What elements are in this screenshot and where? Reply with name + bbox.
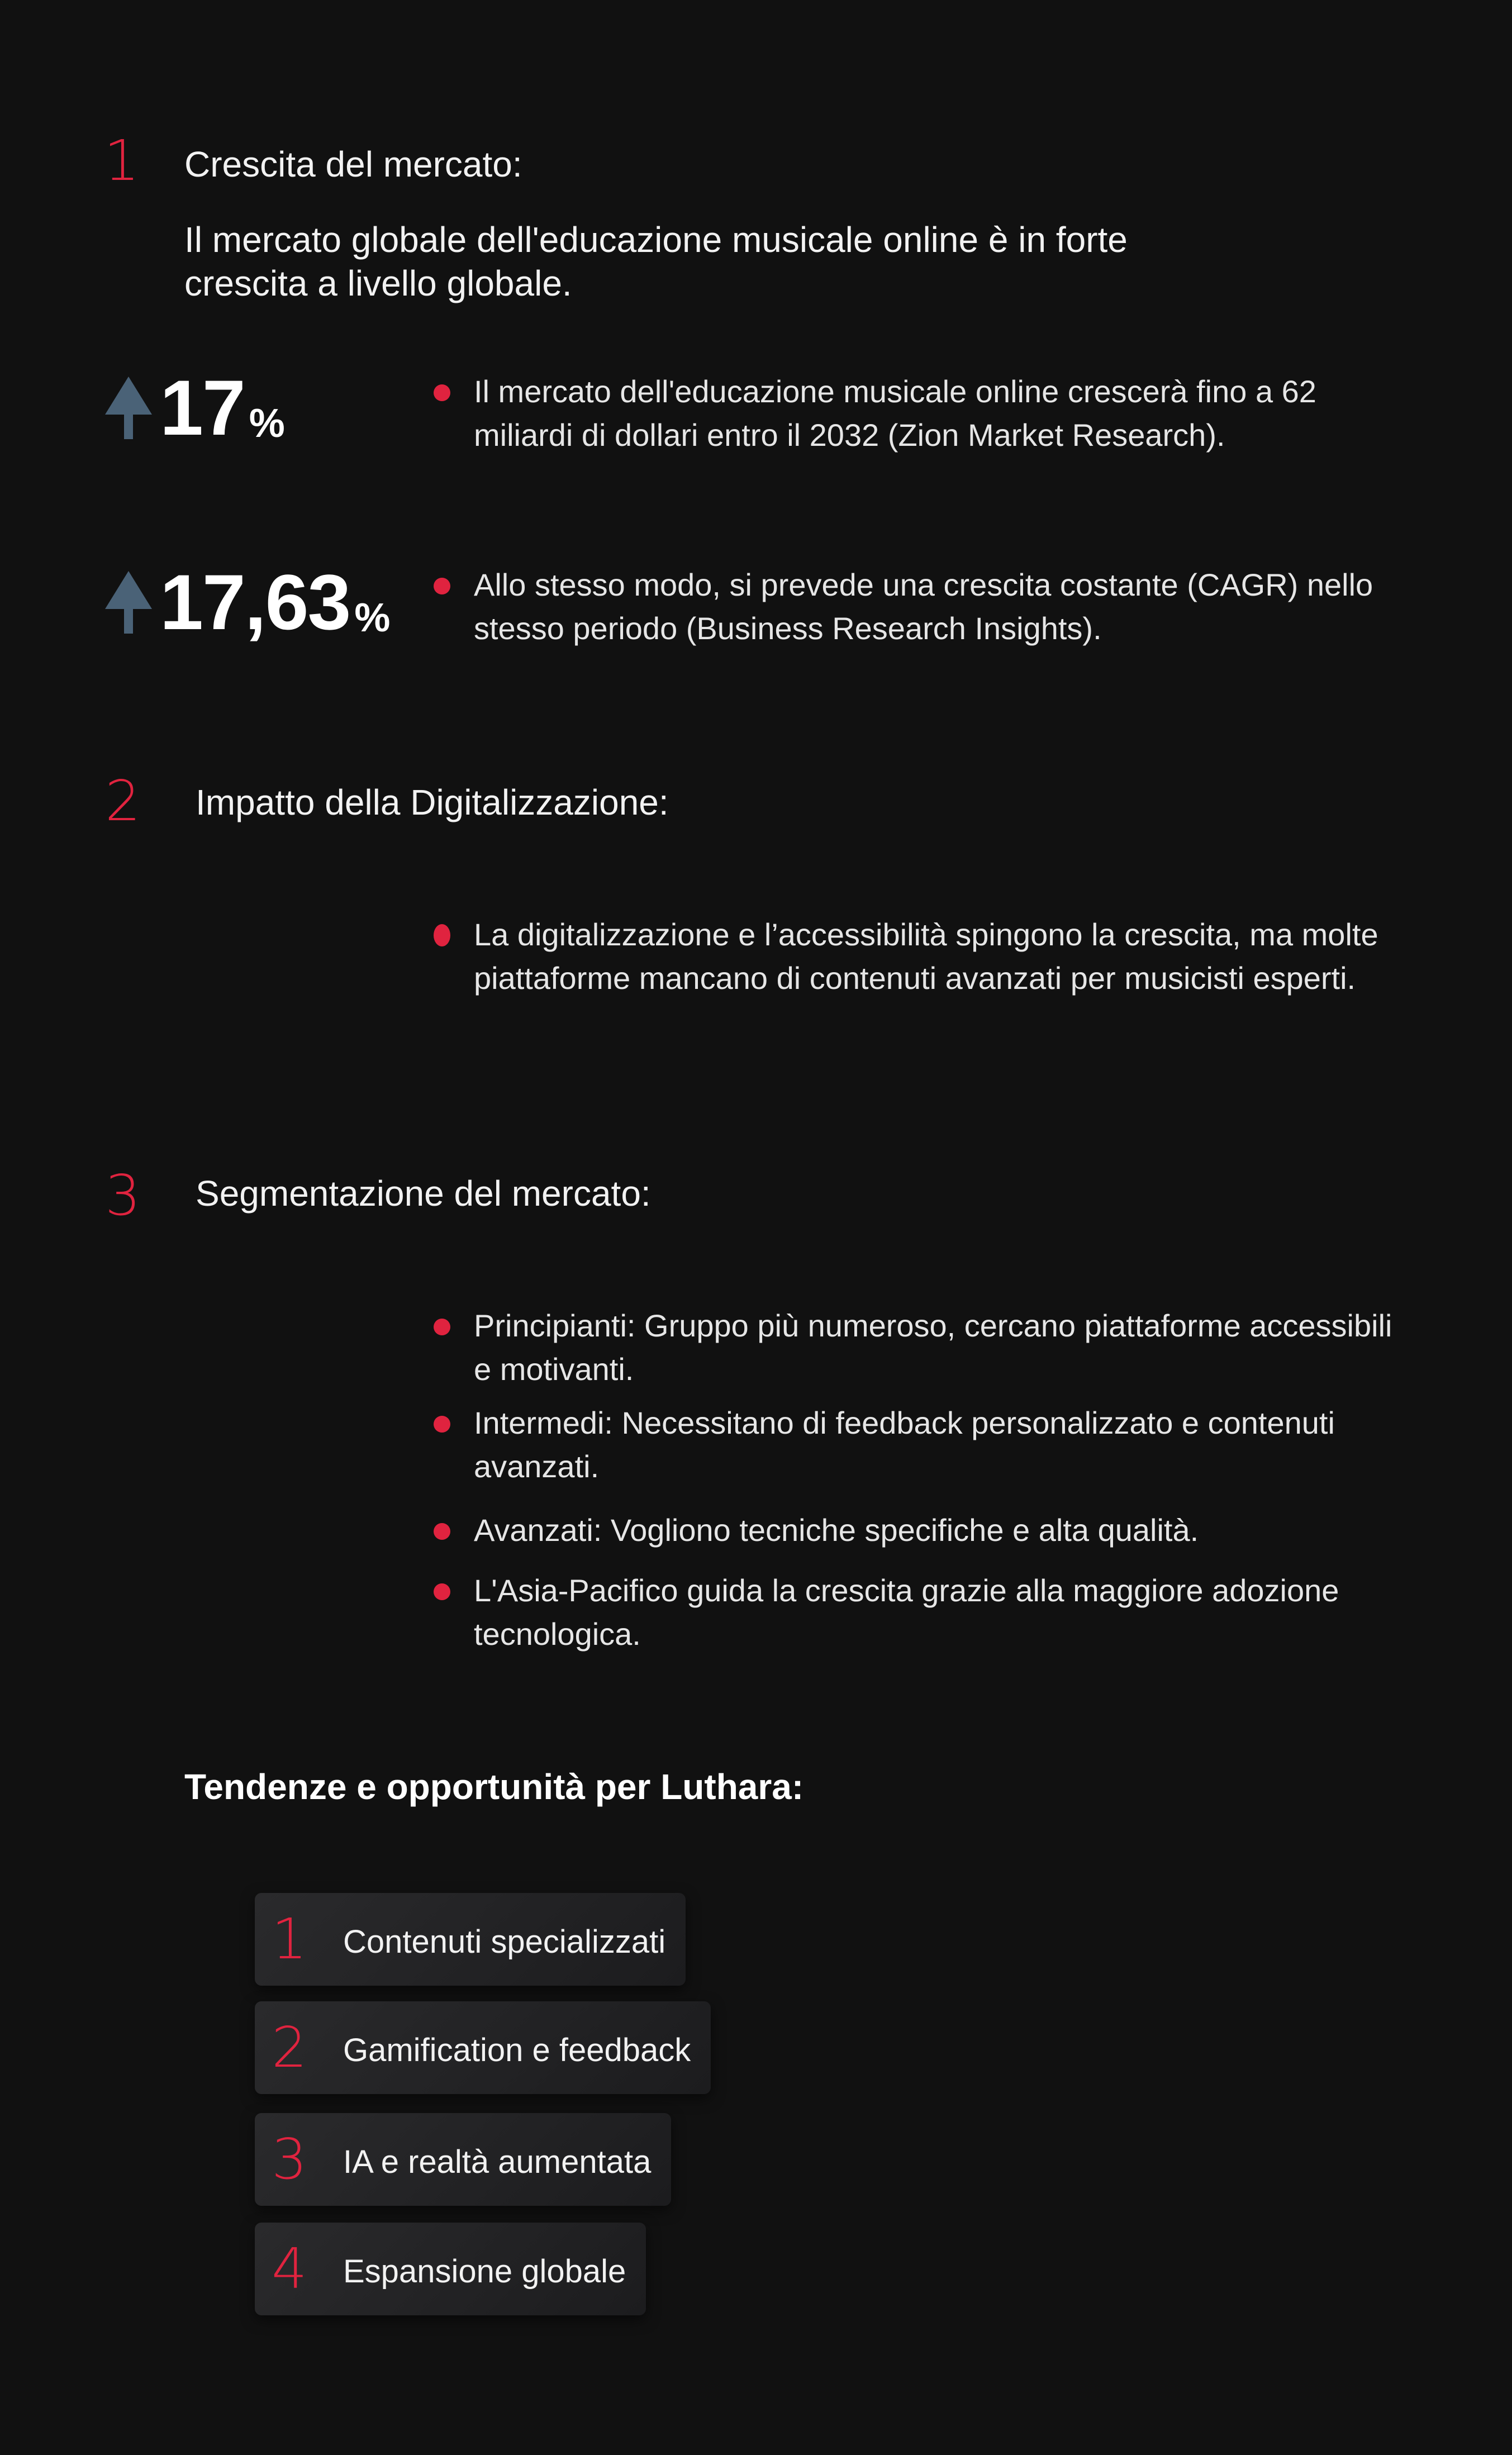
stat-1-text: Il mercato dell'educazione musicale online crescerà fino a 62 miliardi di dollari entro il 2032 (Zion Market Research). [474, 374, 1316, 453]
bullet-dot [434, 1523, 450, 1540]
bullet-dot [434, 1416, 450, 1433]
bullet-item [434, 1569, 1406, 1656]
section-3-bullets [434, 1304, 1406, 1656]
trend-3-number: 3 [272, 2126, 307, 2192]
stat-2-unit: % [354, 596, 391, 640]
trend-card-3 [255, 2113, 671, 2206]
bullet-dot [434, 1583, 450, 1600]
section-1-number: 1 [104, 128, 140, 193]
arrow-up-icon [105, 377, 152, 439]
trend-4-number: 4 [272, 2236, 307, 2301]
stat-2 [105, 558, 391, 646]
trend-card-1 [255, 1893, 686, 1986]
trend-1-label: Contenuti specializzati [343, 1924, 666, 1960]
bullet-item [434, 563, 1417, 650]
arrow-up-icon [105, 571, 152, 634]
bullet-dot [434, 924, 450, 946]
trend-4-label: Espansione globale [343, 2253, 626, 2290]
stat-2-value: 17,63 [160, 558, 350, 646]
stat-2-text: Allo stesso modo, si prevede una crescita costante (CAGR) nello stesso periodo (Business Research Insights). [474, 567, 1373, 646]
bullet-dot [434, 578, 450, 594]
section-1-lead: Il mercato globale dell'educazione musicale online è in forte crescita a livello globale. [184, 220, 1128, 303]
trend-card-2 [255, 2001, 711, 2094]
section-3-bullet-1: Principianti: Gruppo più numeroso, cercano piattaforme accessibili e motivanti. [474, 1308, 1392, 1387]
bullet-item [434, 1304, 1406, 1391]
section-3-title: Segmentazione del mercato: [196, 1173, 651, 1214]
bullet-item [434, 1509, 1406, 1552]
trend-3-label: IA e realtà aumentata [343, 2144, 652, 2180]
stat-1-unit: % [249, 401, 285, 446]
bullet-item [434, 370, 1417, 457]
bullet-item [434, 913, 1417, 1000]
stat-1 [105, 364, 285, 451]
stat-1-bullets [434, 370, 1417, 457]
bullet-dot [434, 1319, 450, 1335]
trend-2-number: 2 [272, 2015, 307, 2080]
bullet-dot [434, 384, 450, 401]
section-3-bullet-2: Intermedi: Necessitano di feedback personalizzato e contenuti avanzati. [474, 1405, 1335, 1484]
section-1-title: Crescita del mercato: [184, 144, 522, 184]
trends-title: Tendenze e opportunità per Luthara: [184, 1767, 804, 1807]
section-2-title: Impatto della Digitalizzazione: [196, 782, 669, 822]
trend-2-label: Gamification e feedback [343, 2032, 691, 2068]
trend-1-number: 1 [272, 1906, 307, 1972]
section-2-number: 2 [105, 768, 141, 834]
trend-card-4 [255, 2223, 646, 2315]
section-3-bullet-4: L'Asia-Pacifico guida la crescita grazie alla maggiore adozione tecnologica. [474, 1573, 1339, 1652]
section-2-bullets [434, 913, 1417, 1000]
bullet-item [434, 1401, 1406, 1488]
section-3-number: 3 [105, 1163, 141, 1228]
stat-2-bullets [434, 563, 1417, 650]
section-2-bullet-1: La digitalizzazione e l’accessibilità spingono la crescita, ma molte piattaforme mancano di contenuti avanzati per musicisti esperti. [474, 917, 1378, 996]
section-3-bullet-3: Avanzati: Vogliono tecniche specifiche e alta qualità. [474, 1512, 1199, 1548]
stat-1-value: 17 [160, 364, 245, 451]
